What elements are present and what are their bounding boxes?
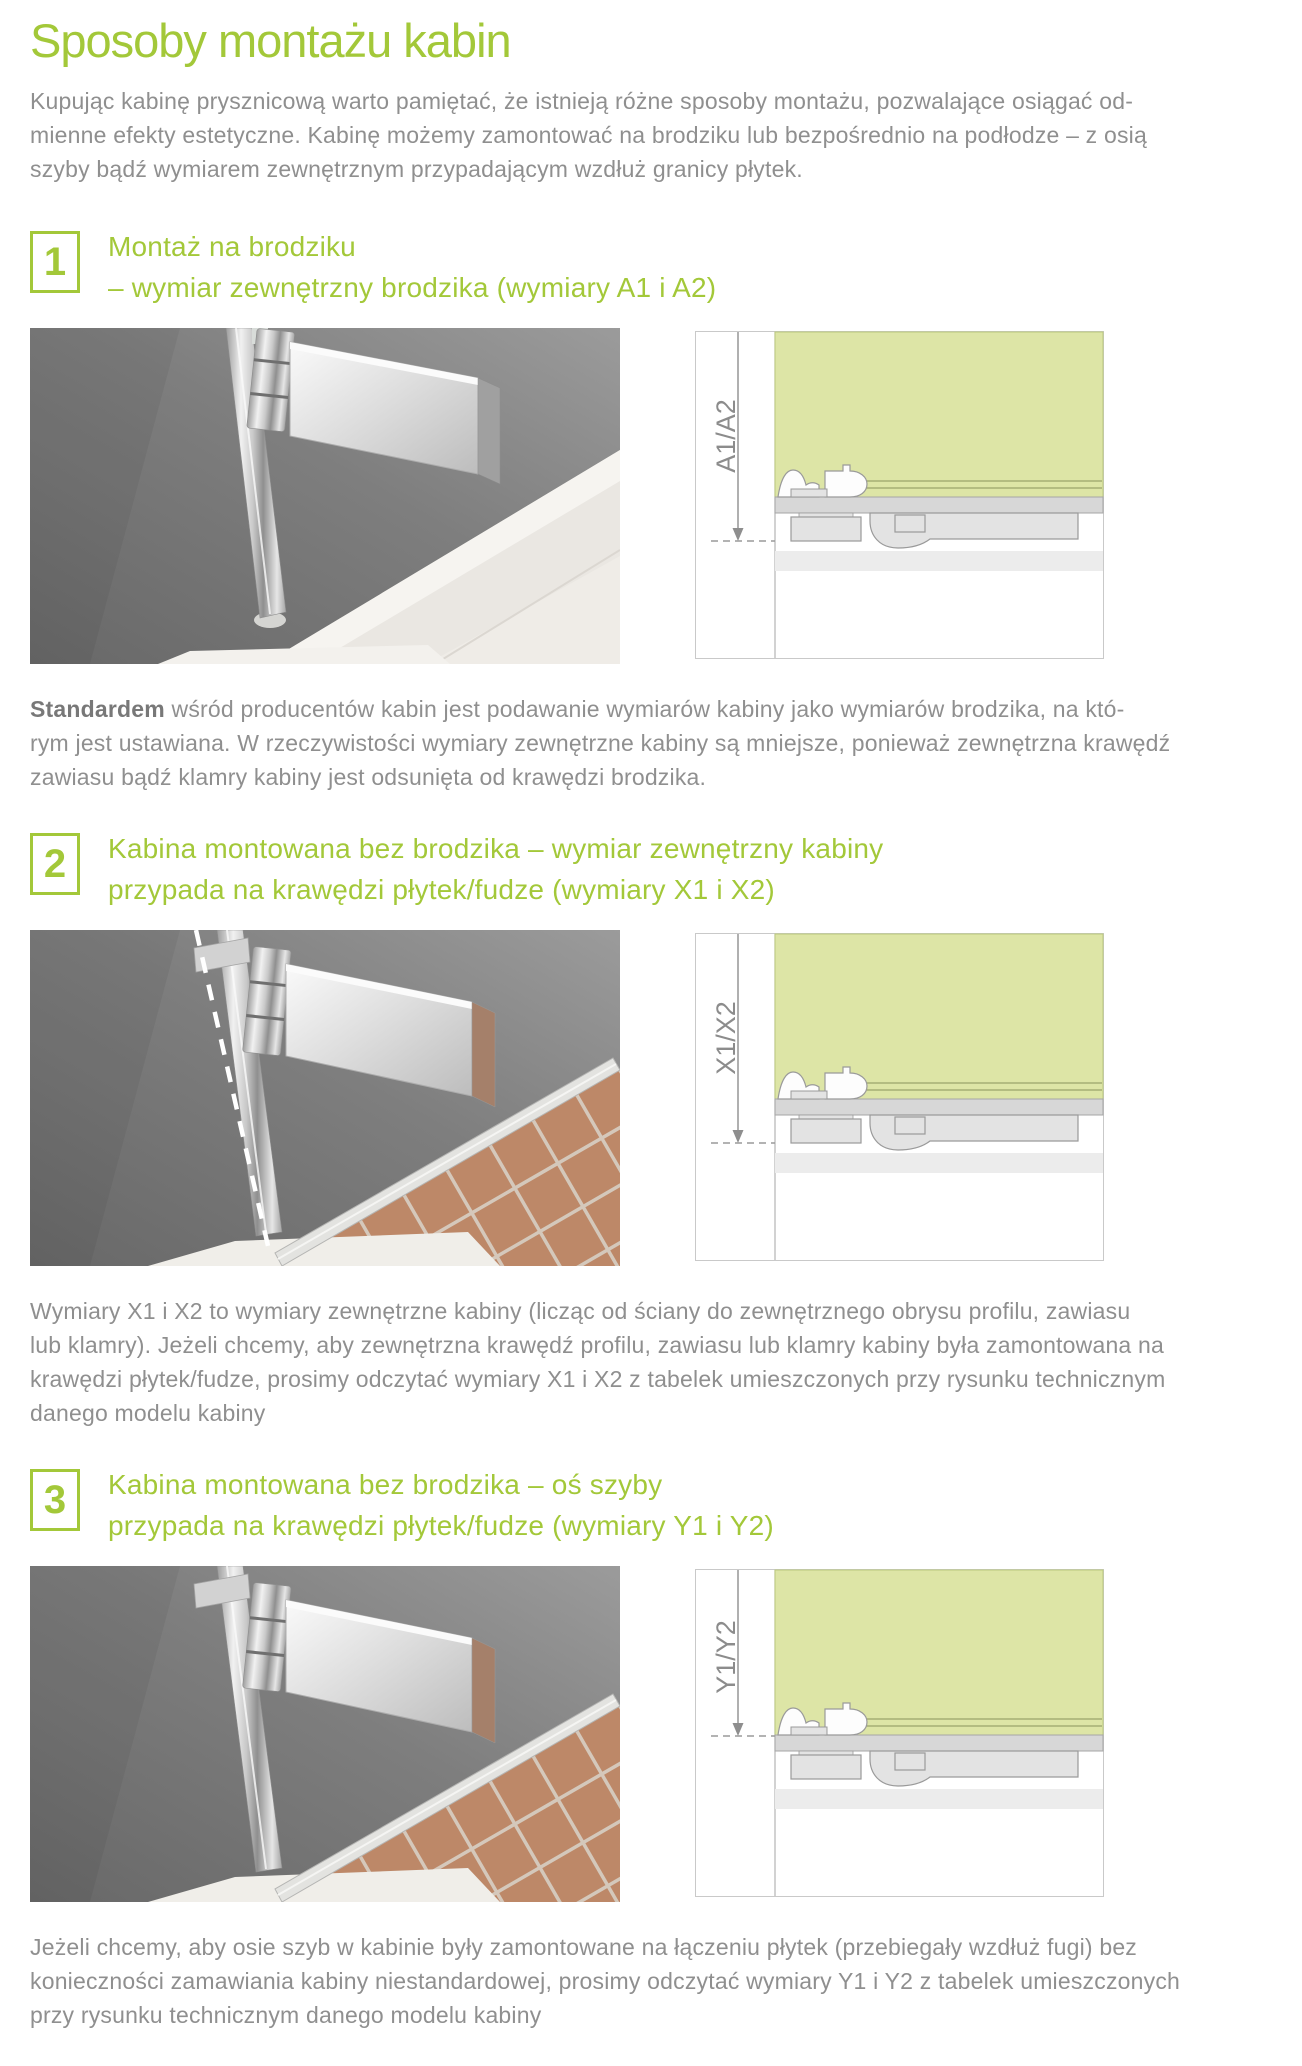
- note-line: Wymiary X1 i X2 to wymiary zewnętrzne kabiny (licząc od ściany do zewnętrznego obrysu profilu, zawiasu: [30, 1298, 1131, 1324]
- heading-line: przypada na krawędzi płytek/fudze (wymiary X1 i X2): [108, 874, 775, 905]
- section-number-badge: 2: [30, 833, 80, 895]
- section-3-media: [30, 1566, 1272, 1902]
- shower-tray-hinge-photo: [30, 328, 620, 664]
- heading-line: – wymiar zewnętrzny brodzika (wymiary A1 i A2): [108, 272, 717, 303]
- section-2-header: [30, 828, 1272, 910]
- section-1-heading: [108, 226, 716, 308]
- section-mounting-on-tray: [30, 226, 1272, 794]
- note-line: przy rysunku technicznym danego modelu kabiny: [30, 2002, 542, 2028]
- dimension-label: A1/A2: [711, 399, 741, 473]
- section-no-tray-outer-dimension: [30, 828, 1272, 1430]
- section-2-media: [30, 930, 1272, 1266]
- intro-line: Kupując kabinę prysznicową warto pamiętać, że istnieją różne sposoby montażu, pozwalające osiągać od-: [30, 88, 1134, 114]
- section-1-media: [30, 328, 1272, 664]
- mounting-diagram-glass-axis: [695, 1569, 1104, 1897]
- dimension-label: Y1/Y2: [711, 1620, 741, 1694]
- section-1-note: [30, 692, 1272, 794]
- note-line: danego modelu kabiny: [30, 1400, 266, 1426]
- heading-line: przypada na krawędzi płytek/fudze (wymiary Y1 i Y2): [108, 1510, 774, 1541]
- note-line: Jeżeli chcemy, aby osie szyb w kabinie były zamontowane na łączeniu płytek (przebiegały wzdłuż fugi) bez: [30, 1934, 1138, 1960]
- note-line: konieczności zamawiania kabiny niestandardowej, prosimy odczytać wymiary Y1 i Y2 z tabelek umieszczonych: [30, 1968, 1181, 1994]
- note-line: rym jest ustawiana. W rzeczywistości wymiary zewnętrzne kabiny są mniejsze, ponieważ zewnętrzna krawędź: [30, 730, 1171, 756]
- intro-line: szyby bądź wymiarem zewnętrznym przypadającym wzdłuż granicy płytek.: [30, 156, 803, 182]
- tiled-floor-hinge-photo: [30, 1566, 620, 1902]
- section-1-header: [30, 226, 1272, 308]
- section-number-badge: 3: [30, 1469, 80, 1531]
- section-3-heading: [108, 1464, 774, 1546]
- note-lead-bold: Standardem: [30, 696, 165, 722]
- dimension-label: X1/X2: [711, 1001, 741, 1075]
- section-2-heading: [108, 828, 883, 910]
- heading-line: Montaż na brodziku: [108, 231, 356, 262]
- mounting-diagram-outer-edge: [695, 933, 1104, 1261]
- section-3-header: [30, 1464, 1272, 1546]
- mounting-diagram-tray: [695, 331, 1104, 659]
- page-title: Sposoby montażu kabin: [30, 14, 511, 67]
- section-2-note: [30, 1294, 1272, 1430]
- section-no-tray-glass-axis: [30, 1464, 1272, 2032]
- section-number-badge: 1: [30, 231, 80, 293]
- note-line: lub klamry). Jeżeli chcemy, aby zewnętrzna krawędź profilu, zawiasu lub klamry kabiny była zamontowana na: [30, 1332, 1164, 1358]
- heading-line: Kabina montowana bez brodzika – wymiar zewnętrzny kabiny: [108, 833, 884, 864]
- intro-paragraph: [30, 84, 1272, 186]
- note-line: Standardem wśród producentów kabin jest podawanie wymiarów kabiny jako wymiarów brodzika, na któ-: [30, 696, 1125, 722]
- heading-line: Kabina montowana bez brodzika – oś szyby: [108, 1469, 663, 1500]
- section-3-note: [30, 1930, 1272, 2032]
- note-line: krawędzi płytek/fudze, prosimy odczytać wymiary X1 i X2 z tabelek umieszczonych przy rysunku technicznym: [30, 1366, 1166, 1392]
- tiled-floor-hinge-photo-dashed: [30, 930, 620, 1266]
- intro-line: mienne efekty estetyczne. Kabinę możemy zamontować na brodziku lub bezpośrednio na podłodze – z osią: [30, 122, 1147, 148]
- note-line: zawiasu bądź klamry kabiny jest odsunięta od krawędzi brodzika.: [30, 764, 707, 790]
